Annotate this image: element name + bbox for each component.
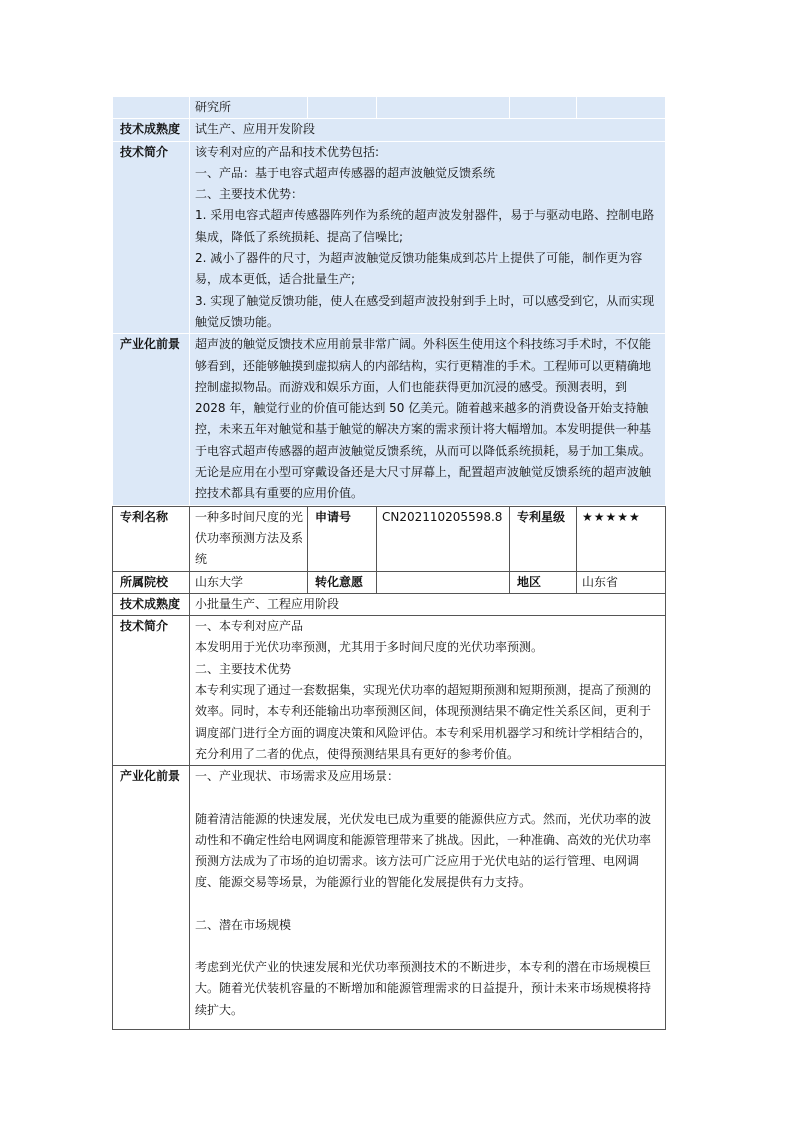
prospect-paragraph: 随着清洁能源的快速发展，光伏发电已成为重要的能源供应方式。然而，光伏功率的波动性和不确定性给电网调度和能源管理带来了挑战。因此，一种准确、高效的光伏功率预测方法成为了市场的迫切需求。该方法可广泛应用于光伏电站的运行管理、电网调度、能源交易等场景，为能源行业的智能化发展提供有力支持。 [195, 811, 652, 890]
patent-name: 一种多时间尺度的光伏功率预测方法及系统 [190, 506, 308, 571]
transfer-intent-value [377, 571, 510, 593]
maturity-row [113, 119, 666, 141]
prospect-label: 产业化前景 [113, 766, 190, 1030]
prospect-content [190, 766, 666, 1030]
intro-line: 二、主要技术优势 [195, 661, 292, 676]
maturity-value: 试生产、应用开发阶段 [190, 119, 666, 141]
intro-line: 该专利对应的产品和技术优势包括: [195, 144, 380, 159]
prospect-row [113, 766, 666, 1030]
intro-content [190, 141, 666, 334]
maturity-row [113, 593, 666, 615]
application-number: CN202110205598.8 [377, 506, 510, 571]
intro-line: 本发明用于光伏功率预测，尤其用于多时间尺度的光伏功率预测。 [195, 640, 544, 655]
transfer-intent-label: 转化意愿 [308, 571, 377, 593]
intro-row [113, 616, 666, 766]
intro-line: 本专利实现了通过一套数据集，实现光伏功率的超短期预测和短期预测，提高了预测的效率。同时，本专利还能输出功率预测区间，体现预测结果不确定性关系区间，更利于调度部门进行全方面的调度决策和风险评估。本专利采用机器学习和统计学相结合的，充分利用了二者的优点，使得预测结果具有更好的参考价值。 [195, 683, 652, 761]
patent-name-label: 专利名称 [113, 506, 190, 571]
institution-value: 研究所 [190, 97, 308, 119]
maturity-label: 技术成熟度 [113, 119, 190, 141]
intro-line: 2. 减小了器件的尺寸，为超声波触觉反馈功能集成到芯片上提供了可能，制作更为容易，成本更低，适合批量生产; [195, 251, 643, 287]
patent-star-rating: ★★★★★ [577, 506, 666, 571]
prospect-heading: 二、潜在市场规模 [195, 917, 292, 932]
region-value: 山东省 [577, 571, 666, 593]
intro-line: 一、产品：基于电容式超声传感器的超声波触觉反馈系统 [195, 165, 496, 180]
intro-label: 技术简介 [113, 141, 190, 334]
prospect-paragraph: 考虑到光伏产业的快速发展和光伏功率预测技术的不断进步，本专利的潜在市场规模巨大。随着光伏装机容量的不断增加和能源管理需求的日益提升，预计未来市场规模将持续扩大。 [195, 959, 652, 1017]
intro-content [190, 616, 666, 766]
intro-line: 1. 采用电容式超声传感器阵列作为系统的超声波发射器件，易于与驱动电路、控制电路集成，降低了系统损耗、提高了信噪比; [195, 208, 655, 244]
name-row [113, 506, 666, 571]
intro-row [113, 141, 666, 334]
prospect-content: 超声波的触觉反馈技术应用前景非常广阔。外科医生使用这个科技练习手术时，不仅能够看到，还能够触摸到虚拟病人的内部结构，实行更精准的手术。工程师可以更精确地控制虚拟物品。而游戏和娱乐方面，人们也能获得更加沉浸的感受。预测表明，到 2028 年，触觉行业的价值可能达到 50 亿美元。随着越来越多的消费设备开始支持触控，未来五年对触觉和基于触觉的解决方案的需求预计将大幅增加。本发明提供一种基于电容式超声传感器的超声波触觉反馈系统，从而可以降低系统损耗，易于加工集成。无论是应用在小型可穿戴设备还是大尺寸屏幕上，配置超声波触觉反馈系统的超声波触控技术都具有重要的应用价值。 [190, 334, 666, 505]
patent-document [112, 96, 665, 1030]
patent-table-2 [112, 506, 666, 1030]
prospect-heading: 一、产业现状、市场需求及应用场景： [195, 769, 400, 784]
prospect-row [113, 334, 666, 505]
institution-label-cell [113, 97, 190, 119]
region-label: 地区 [510, 571, 577, 593]
application-number-label: 申请号 [308, 506, 377, 571]
patent-table-1 [112, 96, 666, 506]
intro-label: 技术简介 [113, 616, 190, 766]
institution-value: 山东大学 [190, 571, 308, 593]
institution-label: 所属院校 [113, 571, 190, 593]
institution-row [113, 97, 666, 119]
prospect-label: 产业化前景 [113, 334, 190, 505]
intro-line: 一、本专利对应产品 [195, 619, 304, 634]
maturity-value: 小批量生产、工程应用阶段 [190, 593, 666, 615]
institution-row [113, 571, 666, 593]
patent-star-label: 专利星级 [510, 506, 577, 571]
maturity-label: 技术成熟度 [113, 593, 190, 615]
intro-line: 3. 实现了触觉反馈功能，使人在感受到超声波投射到手上时，可以感受到它，从而实现触觉反馈功能。 [195, 293, 655, 329]
intro-line: 二、主要技术优势： [195, 187, 304, 202]
